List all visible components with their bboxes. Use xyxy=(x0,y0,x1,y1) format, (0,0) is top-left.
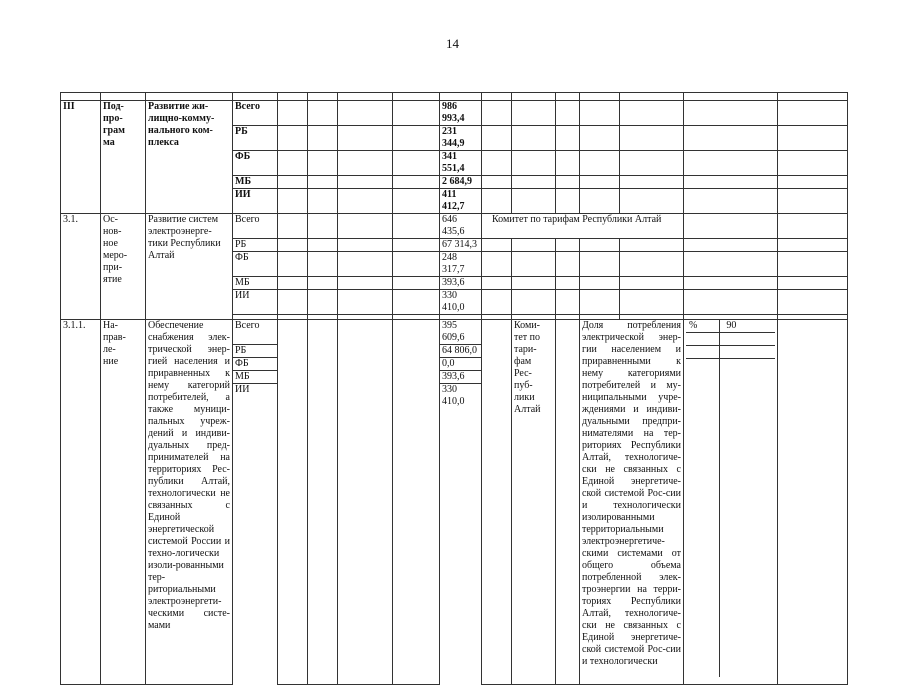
empty-cell xyxy=(620,189,684,214)
amount-value: 231 344,9 xyxy=(440,126,482,151)
empty-cell xyxy=(778,290,848,315)
empty-cell xyxy=(308,239,338,252)
header-cell xyxy=(580,93,620,101)
source-label: Всего xyxy=(233,320,278,345)
amount-value: 986 993,4 xyxy=(440,101,482,126)
header-cell xyxy=(512,93,556,101)
empty-cell xyxy=(308,277,338,290)
empty-cell xyxy=(338,320,393,685)
header-row xyxy=(61,93,848,101)
row-code: 3.1.1. xyxy=(61,320,101,685)
empty-cell xyxy=(556,290,580,315)
empty-cell xyxy=(278,290,308,315)
empty-cell xyxy=(278,252,308,277)
source-label: ФБ xyxy=(233,252,278,277)
row-name: Развитие жи- лищно-комму- нального ком- плекса xyxy=(146,101,233,214)
indicator-row xyxy=(686,320,775,333)
indicator-row xyxy=(686,333,775,346)
empty-cell xyxy=(778,176,848,189)
empty-cell xyxy=(556,176,580,189)
empty-cell xyxy=(778,320,848,685)
empty-cell xyxy=(580,151,620,176)
source-label: МБ xyxy=(233,371,278,384)
empty-cell xyxy=(278,176,308,189)
empty-cell xyxy=(482,290,512,315)
executor: Комитет по тарифам Республики Алтай xyxy=(482,214,684,239)
section-iii-row xyxy=(61,101,848,126)
empty-cell xyxy=(556,101,580,126)
header-cell xyxy=(440,93,482,101)
section-3-1-row xyxy=(61,214,848,239)
empty-cell xyxy=(482,277,512,290)
indicator-values xyxy=(684,320,778,685)
amount-value: 393,6 xyxy=(440,277,482,290)
empty-cell xyxy=(278,239,308,252)
empty-cell xyxy=(308,151,338,176)
amount-value: 646 435,6 xyxy=(440,214,482,239)
empty-cell xyxy=(556,151,580,176)
empty-cell xyxy=(580,126,620,151)
empty-cell xyxy=(393,126,440,151)
empty-cell xyxy=(778,239,848,252)
empty-cell xyxy=(393,252,440,277)
program-table xyxy=(60,92,848,685)
row-type: Ос- нов- ное меро- при- ятие xyxy=(101,214,146,320)
empty-cell xyxy=(393,320,440,685)
empty-cell xyxy=(338,239,393,252)
empty-cell xyxy=(620,126,684,151)
page-number: 14 xyxy=(446,36,459,51)
amount-value: 395 609,6 xyxy=(440,320,482,345)
empty-cell xyxy=(482,189,512,214)
empty-cell xyxy=(580,239,620,252)
header-cell xyxy=(233,93,278,101)
empty-cell xyxy=(512,290,556,315)
empty-cell xyxy=(338,290,393,315)
indicator-row xyxy=(686,359,775,678)
row-code: 3.1. xyxy=(61,214,101,320)
source-label: Всего xyxy=(233,214,278,239)
empty-cell xyxy=(338,126,393,151)
amount-value: 341 551,4 xyxy=(440,151,482,176)
empty-cell xyxy=(620,101,684,126)
indicator-subtable xyxy=(686,320,775,677)
unit-value: % xyxy=(686,320,720,333)
empty-cell xyxy=(393,214,440,239)
empty-cell xyxy=(684,189,778,214)
empty-cell xyxy=(620,176,684,189)
amount-value: 0,0 xyxy=(440,358,482,371)
section-3-1-1-row xyxy=(61,320,848,345)
source-label: ИИ xyxy=(233,290,278,315)
executor: Коми- тет по тари- фам Рес- пуб- лики Алтай xyxy=(512,320,556,685)
empty-cell xyxy=(580,277,620,290)
empty-cell xyxy=(778,126,848,151)
source-label: ФБ xyxy=(233,358,278,371)
empty-cell xyxy=(684,214,778,239)
empty-cell xyxy=(684,277,778,290)
row-type: Под- про- грам ма xyxy=(101,101,146,214)
empty-cell xyxy=(308,290,338,315)
empty-cell xyxy=(308,101,338,126)
empty-cell xyxy=(308,252,338,277)
row-code: III xyxy=(61,101,101,214)
source-label: РБ xyxy=(233,126,278,151)
amount-value: 411 412,7 xyxy=(440,189,482,214)
indicator-text: Доля потребления электрической энер-гии населением и приравненными к нему категориями потребителей и му-ниципальными учре-ждениями и индиви-дуальными предпри-нимателями на тер-риториях Республики Алтай, технологиче-ски не связанных с Единой энергетиче-ской системой Рос-сии и технологически изолированными территориальными электроэнергетиче-скими системами от общего объема потребленной элек-троэнергии на терри-ториях Республики Алтай, технологиче-ски не связанных с Единой энергетиче-ской системой Рос-сии и технологически xyxy=(580,320,684,685)
empty-cell xyxy=(720,333,775,346)
header-cell xyxy=(278,93,308,101)
source-label: МБ xyxy=(233,176,278,189)
empty-cell xyxy=(338,277,393,290)
empty-cell xyxy=(393,189,440,214)
empty-cell xyxy=(556,320,580,685)
empty-cell xyxy=(308,176,338,189)
empty-cell xyxy=(393,239,440,252)
source-label: ИИ xyxy=(233,189,278,214)
empty-cell xyxy=(684,290,778,315)
header-cell xyxy=(684,93,778,101)
empty-cell xyxy=(482,101,512,126)
empty-cell xyxy=(393,176,440,189)
empty-cell xyxy=(278,214,308,239)
empty-cell xyxy=(686,359,720,678)
empty-cell xyxy=(556,189,580,214)
empty-cell xyxy=(684,101,778,126)
empty-cell xyxy=(620,151,684,176)
empty-cell xyxy=(556,239,580,252)
indicator-row xyxy=(686,346,775,359)
empty-cell xyxy=(482,151,512,176)
empty-cell xyxy=(393,290,440,315)
header-cell xyxy=(61,93,101,101)
header-cell xyxy=(101,93,146,101)
empty-cell xyxy=(720,359,775,678)
empty-cell xyxy=(778,101,848,126)
empty-cell xyxy=(556,277,580,290)
empty-cell xyxy=(580,176,620,189)
source-label: РБ xyxy=(233,239,278,252)
empty-cell xyxy=(338,214,393,239)
empty-cell xyxy=(512,126,556,151)
empty-cell xyxy=(482,252,512,277)
empty-cell xyxy=(338,252,393,277)
empty-cell xyxy=(278,320,308,685)
empty-cell xyxy=(482,176,512,189)
source-label: Всего xyxy=(233,101,278,126)
empty-cell xyxy=(684,126,778,151)
amount-value: 248 317,7 xyxy=(440,252,482,277)
source-label: РБ xyxy=(233,345,278,358)
empty-cell xyxy=(338,176,393,189)
empty-cell xyxy=(278,151,308,176)
row-name: Обеспечение снабжения элек-трической энер-гией населения и приравненных к нему категорий потребителей, а также муници-пальных учреж-дений и индиви-дуальных пред-принимателей на территориях Рес-публики Алтай, технологически не связанных с Единой энергетической системой России и техно-логически изоли-рованными тер-риториальными электроэнергети-ческими систе-мами xyxy=(146,320,233,685)
empty-cell xyxy=(512,101,556,126)
empty-cell xyxy=(620,252,684,277)
empty-cell xyxy=(684,239,778,252)
empty-cell xyxy=(620,277,684,290)
empty-cell xyxy=(482,126,512,151)
source-label: ИИ xyxy=(233,384,278,685)
empty-cell xyxy=(393,277,440,290)
header-cell xyxy=(338,93,393,101)
empty-cell xyxy=(278,126,308,151)
empty-cell xyxy=(580,252,620,277)
empty-cell xyxy=(684,252,778,277)
empty-cell xyxy=(308,320,338,685)
amount-value: 330 410,0 xyxy=(440,290,482,315)
empty-cell xyxy=(512,252,556,277)
empty-cell xyxy=(778,214,848,239)
amount-value: 2 684,9 xyxy=(440,176,482,189)
header-cell xyxy=(393,93,440,101)
empty-cell xyxy=(620,290,684,315)
empty-cell xyxy=(684,151,778,176)
empty-cell xyxy=(686,333,720,346)
empty-cell xyxy=(512,176,556,189)
empty-cell xyxy=(684,176,778,189)
amount-value: 393,6 xyxy=(440,371,482,384)
target-value: 90 xyxy=(720,320,775,333)
empty-cell xyxy=(512,151,556,176)
row-name: Развитие систем электроэнерге- тики Республики Алтай xyxy=(146,214,233,320)
empty-cell xyxy=(556,252,580,277)
header-cell xyxy=(778,93,848,101)
empty-cell xyxy=(278,101,308,126)
source-label: МБ xyxy=(233,277,278,290)
empty-cell xyxy=(278,189,308,214)
empty-cell xyxy=(720,346,775,359)
amount-value: 64 806,0 xyxy=(440,345,482,358)
empty-cell xyxy=(308,189,338,214)
empty-cell xyxy=(393,101,440,126)
empty-cell xyxy=(512,189,556,214)
row-type: На- прав- ле- ние xyxy=(101,320,146,685)
empty-cell xyxy=(778,252,848,277)
header-cell xyxy=(146,93,233,101)
header-cell xyxy=(556,93,580,101)
amount-value: 330 410,0 xyxy=(440,384,482,685)
empty-cell xyxy=(338,101,393,126)
header-cell xyxy=(620,93,684,101)
empty-cell xyxy=(482,239,512,252)
empty-cell xyxy=(686,346,720,359)
empty-cell xyxy=(482,320,512,685)
empty-cell xyxy=(556,126,580,151)
empty-cell xyxy=(512,239,556,252)
empty-cell xyxy=(778,189,848,214)
header-cell xyxy=(482,93,512,101)
empty-cell xyxy=(338,151,393,176)
empty-cell xyxy=(278,277,308,290)
source-label: ФБ xyxy=(233,151,278,176)
empty-cell xyxy=(580,290,620,315)
empty-cell xyxy=(580,101,620,126)
empty-cell xyxy=(778,151,848,176)
empty-cell xyxy=(338,189,393,214)
amount-value: 67 314,3 xyxy=(440,239,482,252)
empty-cell xyxy=(620,239,684,252)
empty-cell xyxy=(393,151,440,176)
empty-cell xyxy=(512,277,556,290)
empty-cell xyxy=(778,277,848,290)
empty-cell xyxy=(580,189,620,214)
empty-cell xyxy=(308,126,338,151)
header-cell xyxy=(308,93,338,101)
empty-cell xyxy=(308,214,338,239)
